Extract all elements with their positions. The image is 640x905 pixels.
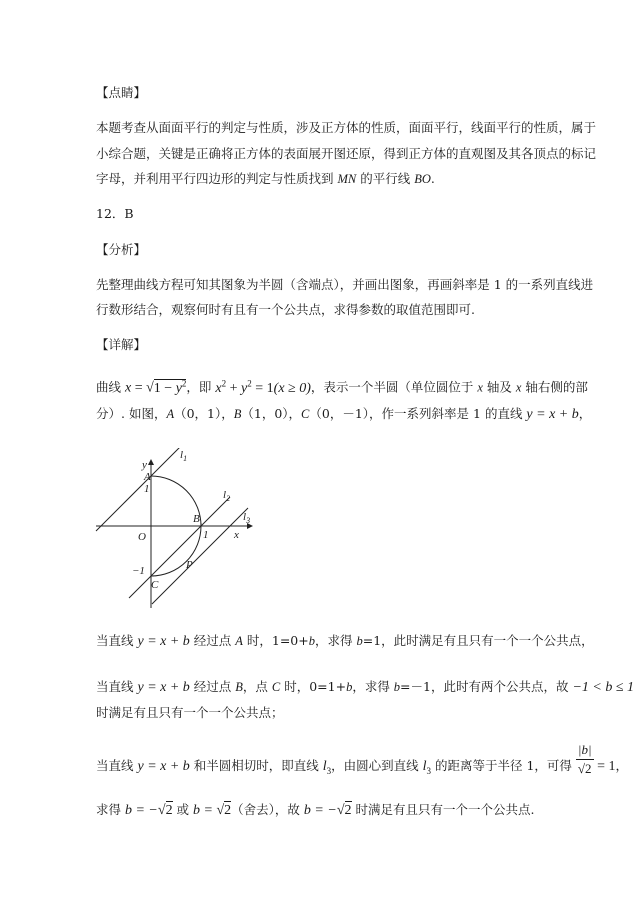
text: （0，1），: [174, 406, 234, 421]
line-l3: [152, 508, 251, 604]
text: .: [430, 171, 435, 186]
math-range: −1 < b ≤ 1: [572, 680, 635, 695]
label-p: P: [186, 559, 193, 571]
text: 分）. 如图，: [96, 406, 167, 421]
text: 轴及: [482, 379, 516, 395]
label-o: O: [138, 531, 146, 543]
text: 当直线: [96, 758, 138, 773]
point-b: B: [235, 680, 243, 694]
label-l1: $l_1$: [180, 449, 188, 463]
point-b: B: [233, 407, 242, 421]
math-fraction: $\frac{|b|}{√2}$: [577, 742, 592, 776]
text: 的距离等于半径 1，可得: [431, 758, 576, 773]
label-b: B: [193, 513, 200, 525]
var-b: b: [393, 680, 401, 694]
text: 当直线: [96, 633, 138, 648]
text: ，由圆心到直线: [331, 758, 423, 773]
fenxi-heading: 【分析】: [96, 242, 147, 257]
math-circle: $x^2 + y^2 = 1(x \ge 0)$: [215, 378, 311, 396]
label-c: C: [151, 579, 159, 591]
var-l3: $l_3$: [322, 759, 332, 776]
var-b: b: [356, 634, 363, 648]
text: ，即: [186, 379, 216, 395]
text: 时，0=1+: [280, 679, 347, 694]
point-c: C: [301, 407, 310, 421]
var-x: x: [515, 380, 522, 395]
math-curve: $x = √1 - y^2$: [124, 378, 187, 396]
tick-label-m1: −1: [132, 565, 145, 577]
var-bo: BO: [414, 172, 431, 186]
text: ，点: [242, 679, 272, 694]
dianjing-line-1: 本题考查从面面平行的判定与性质，涉及正方体的性质，面面平行，线面平行的性质，属于: [96, 120, 597, 135]
text: 时满足有且只有一个一个公共点.: [351, 802, 535, 817]
xiangjie-line-1: [96, 374, 588, 398]
label-y: y: [142, 459, 147, 471]
text: 曲线: [96, 379, 125, 395]
var-x: x: [477, 380, 483, 395]
label-l2: $l_2$: [223, 489, 231, 503]
math-line: y = x + b: [526, 407, 579, 422]
xiangjie-line-3: [96, 632, 594, 651]
text: 当直线: [96, 679, 138, 694]
fenxi-line-2: 行数形结合，观察何时有且有一个公共点，求得参数的取值范围即可.: [96, 302, 475, 317]
text: ，求得: [352, 679, 394, 694]
text: 时，1=0+: [242, 633, 309, 648]
label-x: x: [234, 529, 239, 541]
question-number: 12．B: [96, 206, 134, 221]
math-eq: = 1: [593, 759, 616, 774]
math-b-neg: b = −√2: [124, 803, 173, 818]
semicircle-figure: [94, 448, 264, 613]
text: （舍去），故: [231, 802, 304, 817]
xiangjie-heading: 【详解】: [96, 337, 147, 352]
text: 字母，并利用平行四边形的判定与性质找到: [96, 171, 338, 186]
math-line: y = x + b: [137, 634, 190, 649]
text: ，: [578, 406, 592, 421]
text: =－1，此时有两个公共点，故: [400, 679, 573, 694]
text: 或: [172, 802, 194, 817]
math-b-pos: b = √2: [193, 803, 232, 818]
text: 经过点: [189, 679, 236, 694]
text: （0，－1），作一系列斜率是 1 的直线: [309, 406, 527, 421]
tick-label-1x: 1: [203, 529, 209, 541]
tick-label-1y: 1: [144, 483, 150, 495]
text: ，表示一个半圆（单位圆位于: [310, 379, 478, 395]
label-a: A: [144, 471, 151, 483]
xiangjie-line-5: 时满足有且只有一个一个公共点；: [96, 705, 284, 720]
xiangjie-line-7: [96, 801, 534, 820]
xiangjie-line-6: 当直线 y = x + b 和半圆相切时，即直线 $l_3$，由圆心到直线 $l_3$ 的距离等于半径 1，可得 $\frac{|b|}{√2}$ = 1，: [96, 742, 628, 776]
xiangjie-line-4: [96, 678, 634, 697]
point-a: A: [235, 634, 243, 648]
text: 经过点: [189, 633, 236, 648]
line-l2: [129, 497, 230, 598]
label-l3: $l_3$: [243, 511, 251, 525]
text: 和半圆相切时，即直线: [189, 758, 323, 773]
text: =1，此时满足有且只有一个一个公共点，: [362, 633, 594, 648]
math-line: y = x + b: [137, 680, 190, 695]
dianjing-line-2: 小综合题，关键是正确将正方体的表面展开图还原，得到正方体的直观图及其各顶点的标记: [96, 146, 597, 161]
text: （1，0），: [241, 406, 302, 421]
fenxi-line-1: 先整理曲线方程可知其图象为半圆（含端点），并画出图象，再画斜率是 1 的一系列直线进: [96, 277, 594, 292]
text: 轴右侧的部: [521, 379, 588, 395]
math-line: y = x + b: [137, 759, 190, 774]
math-b-neg: b = −√2: [303, 803, 352, 818]
xiangjie-line-2: [96, 405, 591, 424]
var-mn: MN: [337, 172, 357, 186]
var-b: b: [346, 680, 353, 694]
text: 的平行线: [356, 171, 415, 186]
text: 求得: [96, 802, 125, 817]
text: ，求得: [314, 633, 357, 648]
point-c: C: [271, 680, 281, 694]
dianjing-heading: 【点睛】: [96, 85, 147, 100]
var-l3: $l_3$: [422, 759, 432, 776]
dianjing-line-3: [96, 170, 435, 188]
point-a: A: [166, 407, 175, 421]
var-b: b: [308, 634, 315, 648]
